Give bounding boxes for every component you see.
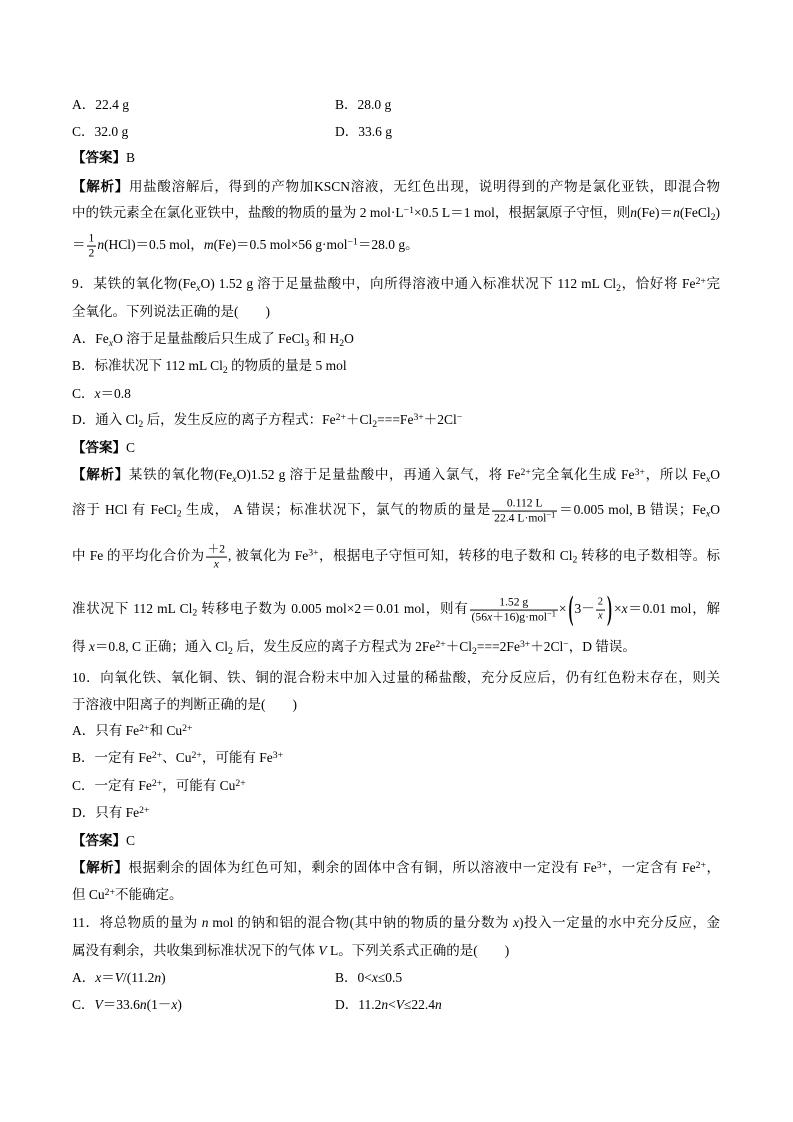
fraction bbox=[470, 596, 558, 625]
open-paren: ( bbox=[568, 591, 574, 629]
math-variable: n bbox=[201, 915, 209, 930]
q11-option-c bbox=[72, 996, 335, 1014]
text-run: ＝0.005 mol, B 错误；Fe bbox=[558, 502, 706, 518]
text-run: ，可能有 Fe bbox=[201, 750, 273, 765]
text-run: C． bbox=[72, 386, 95, 401]
text-run: 3－ bbox=[574, 601, 595, 617]
text-run: ，D 错误。 bbox=[568, 639, 636, 654]
text-run: L。下列关系式正确的是( ) bbox=[326, 943, 510, 958]
text-run: × bbox=[558, 601, 567, 617]
bracket-body bbox=[574, 597, 606, 623]
text-run: 2 bbox=[88, 246, 95, 260]
text-run: )投入一定量的水中充分反应，金 bbox=[518, 915, 721, 930]
text-run: 但 Cu bbox=[72, 887, 105, 902]
subscript: 2 bbox=[572, 555, 578, 566]
text-run: ＋Cl bbox=[345, 412, 373, 427]
text-run: 完全氧化生成 Fe bbox=[530, 467, 635, 482]
q10-stem-line-2 bbox=[72, 696, 720, 714]
q8-option-c bbox=[72, 123, 335, 141]
q10-analysis-line-2 bbox=[72, 886, 720, 906]
superscript: 2+ bbox=[151, 777, 163, 789]
parenthesized-expression bbox=[568, 591, 613, 629]
superscript: − bbox=[456, 411, 463, 423]
math-variable: x bbox=[621, 601, 628, 617]
close-paren: ) bbox=[607, 591, 612, 629]
text-run: A．Fe bbox=[72, 331, 109, 346]
text-run: 、Cu bbox=[162, 750, 192, 765]
text-run: ，所以 Fe bbox=[644, 467, 706, 482]
fraction bbox=[87, 232, 97, 261]
q9-option-d bbox=[72, 411, 720, 431]
q9-stem-line-2 bbox=[72, 303, 720, 321]
subscript: 2 bbox=[222, 364, 228, 376]
section-tag: 【解析】 bbox=[72, 179, 129, 194]
math-variable: n bbox=[381, 997, 389, 1012]
text-run: ＋2Cl bbox=[423, 412, 457, 427]
superscript: 2+ bbox=[235, 777, 246, 789]
math-variable: x bbox=[371, 970, 378, 985]
superscript: 3+ bbox=[634, 466, 645, 478]
q9-analysis-line-3 bbox=[72, 543, 720, 572]
text-run: (1－ bbox=[146, 997, 172, 1012]
text-run: A．22.4 g bbox=[72, 97, 129, 112]
fraction-denominator bbox=[596, 611, 605, 624]
text-run: C．一定有 Fe bbox=[72, 778, 152, 793]
text-run: D．通入 Cl bbox=[72, 412, 139, 427]
math-variable: n bbox=[139, 997, 147, 1012]
text-run: ＋Cl bbox=[445, 639, 472, 654]
text-run: ) bbox=[715, 205, 720, 220]
subscript: 2 bbox=[192, 608, 198, 619]
text-run: (HCl)＝0.5 mol， bbox=[104, 237, 204, 253]
text-run: 生成， A 错误；标准状况下，氯气的物质的量是 bbox=[181, 502, 492, 518]
math-variable: x bbox=[598, 610, 603, 622]
math-variable: V bbox=[94, 997, 103, 1012]
superscript: −1 bbox=[546, 510, 556, 520]
q9-option-b bbox=[72, 357, 720, 377]
superscript: 2+ bbox=[695, 275, 706, 287]
text-run: ＋2Cl bbox=[530, 639, 564, 654]
superscript: 2+ bbox=[191, 749, 202, 761]
text-run: ＝33.6 bbox=[102, 997, 140, 1012]
text-run: ＝0.8, C 正确；通入 Cl bbox=[94, 639, 229, 654]
text-run: 溶于 HCl 有 FeCl bbox=[72, 502, 177, 518]
math-variable: n bbox=[154, 970, 162, 985]
q11-options-row-1 bbox=[72, 969, 720, 987]
subscript-variable: x bbox=[196, 282, 201, 294]
text-run: B．28.0 g bbox=[335, 97, 392, 112]
q11-option-d bbox=[335, 996, 442, 1014]
fraction-denominator bbox=[470, 611, 558, 625]
text-run: O bbox=[344, 331, 354, 346]
superscript: 2+ bbox=[139, 804, 150, 816]
math-variable: x bbox=[512, 915, 519, 930]
text-run: 转移的电子数相等。标 bbox=[577, 548, 721, 564]
q11-stem-line-1 bbox=[72, 914, 720, 932]
text-run: mol 的钠和铝的混合物(其中钠的物质的量分数为 bbox=[208, 915, 513, 930]
q8-option-a bbox=[72, 96, 335, 114]
superscript: − bbox=[563, 638, 569, 650]
text-run: C bbox=[126, 833, 136, 848]
text-run: 1.52 g bbox=[499, 595, 529, 609]
superscript: 2+ bbox=[520, 466, 531, 478]
text-run: 11．将总物质的量为 bbox=[72, 915, 202, 930]
superscript: −1 bbox=[547, 609, 556, 619]
subscript-variable: x bbox=[705, 509, 711, 520]
text-run: ===Fe bbox=[377, 412, 414, 427]
q8-analysis-line-3 bbox=[72, 232, 720, 261]
math-variable: n bbox=[630, 205, 638, 220]
text-run: A．只有 Fe bbox=[72, 723, 140, 738]
superscript: 3+ bbox=[519, 638, 531, 650]
text-run: 中的铁元素全在氯化亚铁中，盐酸的物质的量为 2 mol·L bbox=[72, 205, 404, 220]
superscript: 2+ bbox=[104, 886, 115, 898]
text-run: 转移电子数为 0.005 mol×2＝0.01 mol，则有 bbox=[197, 601, 469, 617]
q8-answer bbox=[72, 149, 720, 167]
math-variable: n bbox=[435, 997, 442, 1012]
text-run: A． bbox=[72, 970, 96, 985]
text-run: 和 Cu bbox=[149, 723, 183, 738]
text-run: ===2Fe bbox=[476, 639, 520, 654]
math-variable: x bbox=[88, 639, 95, 654]
fraction-numerator bbox=[470, 596, 558, 611]
math-variable: m bbox=[203, 237, 214, 253]
text-run: 的物质的量是 5 mol bbox=[227, 358, 347, 373]
superscript: 3+ bbox=[413, 411, 424, 423]
q11-stem-line-2 bbox=[72, 942, 720, 960]
q9-analysis-line-2 bbox=[72, 497, 720, 526]
text-run: 中 Fe 的平均化合价为 bbox=[72, 548, 205, 564]
subscript: 2 bbox=[138, 418, 144, 430]
text-run: B．0< bbox=[335, 970, 372, 985]
fraction bbox=[492, 497, 557, 526]
text-run: ) bbox=[161, 970, 166, 985]
text-run: ，根据电子守恒可知，转移的电子数和 Cl bbox=[318, 548, 573, 564]
text-run: (Fe)＝0.5 mol×56 g·mol bbox=[213, 237, 348, 253]
q9-option-c bbox=[72, 385, 720, 403]
math-variable: x bbox=[94, 386, 101, 401]
text-run: O) 1.52 g 溶于足量盐酸中，向所得溶液中通入标准状况下 112 mL Cl bbox=[200, 276, 617, 291]
text-run: ×0.5 L＝1 mol，根据氯原子守恒，则 bbox=[413, 205, 631, 220]
text-run: 不能确定。 bbox=[114, 887, 183, 902]
text-run: ＋16)g·mol bbox=[492, 610, 548, 624]
text-run: ) bbox=[177, 997, 182, 1012]
text-run: ＝0.01 mol，解 bbox=[627, 601, 720, 617]
math-variable: V bbox=[395, 997, 404, 1012]
text-run: 准状况下 112 mL Cl bbox=[72, 601, 193, 617]
fraction-numerator bbox=[87, 232, 97, 247]
text-run: ≤0.5 bbox=[377, 970, 403, 985]
text-run: 0.112 L bbox=[506, 496, 543, 510]
text-run: < bbox=[388, 997, 396, 1012]
q10-stem-line-1 bbox=[72, 669, 720, 687]
text-run: 于溶液中阳离子的判断正确的是( ) bbox=[72, 697, 297, 712]
text-run: 全氧化。下列说法正确的是( ) bbox=[72, 304, 270, 319]
q11-option-b bbox=[335, 969, 402, 987]
subscript: 2 bbox=[372, 418, 378, 430]
math-variable: V bbox=[114, 970, 123, 985]
superscript: 2+ bbox=[335, 411, 346, 423]
text-run: 2 bbox=[597, 596, 603, 608]
q9-analysis-line-1 bbox=[72, 466, 720, 486]
q8-options-row-2 bbox=[72, 123, 720, 141]
subscript-variable: x bbox=[705, 473, 711, 485]
superscript: −1 bbox=[347, 236, 358, 248]
math-variable: V bbox=[318, 943, 327, 958]
subscript: 2 bbox=[339, 337, 345, 349]
superscript: 2+ bbox=[695, 859, 706, 871]
superscript: 3+ bbox=[272, 749, 284, 761]
q10-option-a bbox=[72, 722, 720, 742]
text-run: ，恰好将 Fe bbox=[621, 276, 696, 291]
math-variable: n bbox=[673, 205, 680, 220]
q8-analysis-line-2 bbox=[72, 204, 720, 224]
superscript: 3+ bbox=[596, 859, 608, 871]
fraction-numerator bbox=[596, 597, 605, 611]
superscript: 2+ bbox=[435, 638, 446, 650]
text-run: O bbox=[710, 467, 721, 482]
math-variable: n bbox=[97, 237, 105, 253]
q9-analysis-line-4 bbox=[72, 591, 720, 629]
text-run: , 被氧化为 Fe bbox=[228, 548, 309, 564]
subscript: 2 bbox=[228, 645, 233, 657]
text-run: O 溶于足量盐酸后只生成了 FeCl bbox=[113, 331, 305, 346]
subscript: 2 bbox=[616, 282, 621, 294]
math-variable: x bbox=[487, 610, 493, 624]
superscript: 2+ bbox=[139, 722, 150, 734]
text-run: ， bbox=[705, 860, 721, 875]
text-run: D．只有 Fe bbox=[72, 805, 140, 820]
q8-options-row-1 bbox=[72, 96, 720, 114]
subscript-variable: x bbox=[232, 473, 237, 485]
q9-stem-line-1 bbox=[72, 275, 720, 295]
section-tag: 【答案】 bbox=[72, 833, 126, 848]
superscript: 2+ bbox=[182, 722, 193, 734]
text-run: × bbox=[613, 601, 622, 617]
text-run: (Fe)＝ bbox=[637, 205, 674, 220]
text-run: C．32.0 g bbox=[72, 124, 129, 139]
q8-option-d bbox=[335, 123, 392, 141]
text-run: B bbox=[126, 150, 136, 165]
q11-option-a bbox=[72, 969, 335, 987]
text-run: 后，发生反应的离子方程式：Fe bbox=[143, 412, 336, 427]
text-run: ＝28.0 g。 bbox=[357, 237, 419, 253]
text-run: 得 bbox=[72, 639, 89, 654]
q9-option-a bbox=[72, 330, 720, 350]
superscript: −1 bbox=[403, 204, 414, 216]
text-run: 完 bbox=[705, 276, 721, 291]
superscript: 2+ bbox=[151, 749, 163, 761]
text-run: ，可能有 Cu bbox=[162, 778, 236, 793]
subscript: 3 bbox=[304, 337, 310, 349]
text-run: C bbox=[126, 440, 136, 455]
text-run: 10．向氧化铁、氧化铜、铁、铜的混合粉末中加入过量的稀盐酸，充分反应后，仍有红色粉末存在，则关 bbox=[72, 670, 720, 685]
math-variable: x bbox=[95, 970, 102, 985]
text-run: ＋2 bbox=[207, 542, 226, 556]
fraction-denominator bbox=[492, 512, 557, 526]
q8-option-b bbox=[335, 96, 391, 114]
section-tag: 【解析】 bbox=[72, 860, 129, 875]
section-tag: 【解析】 bbox=[72, 467, 129, 482]
subscript-variable: x bbox=[108, 337, 114, 349]
fraction-denominator bbox=[206, 558, 227, 572]
text-run: 根据剩余的固体为红色可知，剩余的固体中含有铜，所以溶液中一定没有 Fe bbox=[128, 860, 597, 875]
section-tag: 【答案】 bbox=[72, 150, 126, 165]
text-run: (FeCl bbox=[679, 205, 711, 220]
text-run: 后，发生反应的离子方程式为 2Fe bbox=[232, 639, 436, 654]
section-tag: 【答案】 bbox=[72, 440, 126, 455]
text-run: C． bbox=[72, 997, 95, 1012]
text-run: 和 H bbox=[309, 331, 340, 346]
text-run: (56 bbox=[471, 610, 488, 624]
text-run: O)1.52 g 溶于足量盐酸中，再通入氯气，将 Fe bbox=[236, 467, 521, 482]
text-run: 9．某铁的氧化物(Fe bbox=[72, 276, 197, 291]
q10-option-b bbox=[72, 749, 720, 769]
text-run: ≤22.4 bbox=[404, 997, 436, 1012]
text-run: 22.4 L·mol bbox=[494, 511, 547, 525]
q10-analysis-line-1 bbox=[72, 859, 720, 879]
text-run: O bbox=[710, 502, 720, 518]
text-run: 属没有剩余，共收集到标准状况下的气体 bbox=[72, 943, 319, 958]
q9-answer bbox=[72, 439, 720, 457]
subscript: 2 bbox=[176, 509, 182, 520]
q8-analysis-line-1 bbox=[72, 178, 720, 196]
text-run: D．33.6 g bbox=[335, 124, 392, 139]
text-run: B．标准状况下 112 mL Cl bbox=[72, 358, 223, 373]
text-run: /(11.2 bbox=[123, 970, 155, 985]
text-run: ＝0.8 bbox=[100, 386, 131, 401]
text-run: 某铁的氧化物(Fe bbox=[128, 467, 233, 482]
subscript: 2 bbox=[710, 211, 716, 223]
q9-analysis-line-5 bbox=[72, 638, 720, 658]
text-run: B．一定有 Fe bbox=[72, 750, 152, 765]
fraction-denominator bbox=[87, 247, 97, 261]
math-variable: x bbox=[213, 557, 219, 571]
text-run: ＝ bbox=[101, 970, 115, 985]
fraction bbox=[206, 543, 227, 572]
fraction bbox=[596, 597, 605, 623]
fraction-numerator bbox=[206, 543, 227, 558]
q10-option-c bbox=[72, 777, 720, 797]
text-run: D．11.2 bbox=[335, 997, 382, 1012]
text-run: 用盐酸溶解后，得到的产物加KSCN溶液，无红色出现，说明得到的产物是氯化亚铁，即混合物 bbox=[128, 179, 721, 194]
superscript: 3+ bbox=[308, 547, 319, 559]
q10-answer bbox=[72, 832, 720, 850]
text-run: ，一定含有 Fe bbox=[607, 860, 696, 875]
text-run: 1 bbox=[88, 231, 95, 245]
math-variable: x bbox=[171, 997, 178, 1012]
text-run: ＝ bbox=[72, 237, 86, 253]
fraction-numerator bbox=[492, 497, 557, 512]
q10-option-d bbox=[72, 804, 720, 824]
subscript: 2 bbox=[471, 645, 477, 657]
q11-options-row-2 bbox=[72, 996, 720, 1014]
